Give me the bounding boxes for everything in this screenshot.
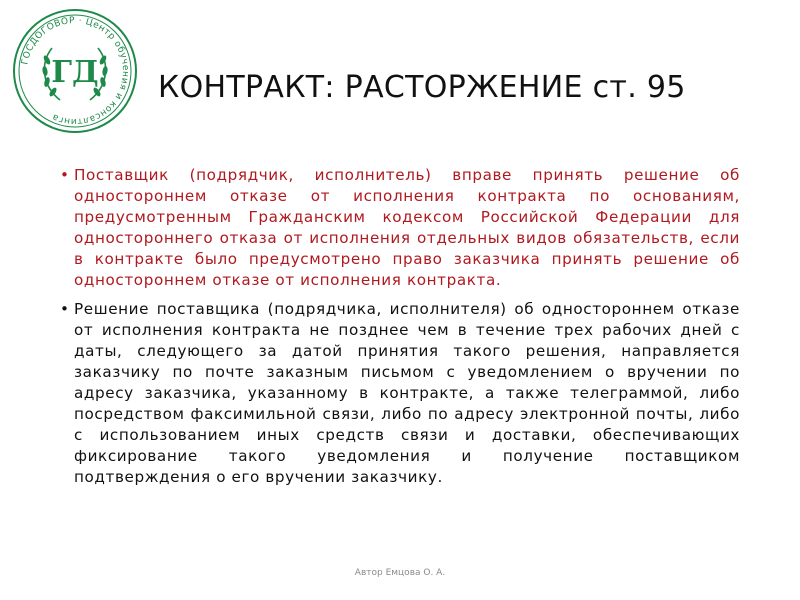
slide-title: КОНТРАКТ: РАСТОРЖЕНИЕ ст. 95: [158, 70, 686, 105]
author-footer: Автор Емцова О. А.: [354, 568, 446, 578]
bullet-marker: •: [60, 300, 70, 318]
bullet-text: Решение поставщика (подрядчика, исполнителя) об одностороннем отказе от исполнения контракта не позднее чем в течение трех рабочих дней с даты, следующего за датой принятия такого решения, направляется заказчику по почте заказным письмом с уведомлением о вручении по адресу заказчика, указанному в контракте, а также телеграммой, либо посредством факсимильной связи, либо по адресу электронной почты, либо с использованием иных средств связи и доставки, обеспечивающих фиксирование такого уведомления и получение поставщиком подтверждения о его вручении заказчику.: [74, 300, 740, 486]
bullet-marker: •: [60, 166, 70, 184]
slide-content: [60, 165, 740, 496]
bullet-item-2: [60, 299, 740, 488]
svg-text:ГОСДОГОВОР · Центр обучения и: ГОСДОГОВОР · Центр обучения и консалтинга: [20, 15, 131, 127]
svg-text:ГД: ГД: [51, 55, 99, 90]
logo-seal: [12, 8, 138, 134]
bullet-item-1: [60, 165, 740, 291]
bullet-text: Поставщик (подрядчик, исполнитель) вправе принять решение об одностороннем отказе от исполнения контракта по основаниям, предусмотренным Гражданским кодексом Российской Федерации для одностороннего отказа от исполнения отдельных видов обязательств, если в контракте было предусмотрено право заказчика принять решение об одностороннем отказе от исполнения контракта.: [74, 166, 740, 289]
